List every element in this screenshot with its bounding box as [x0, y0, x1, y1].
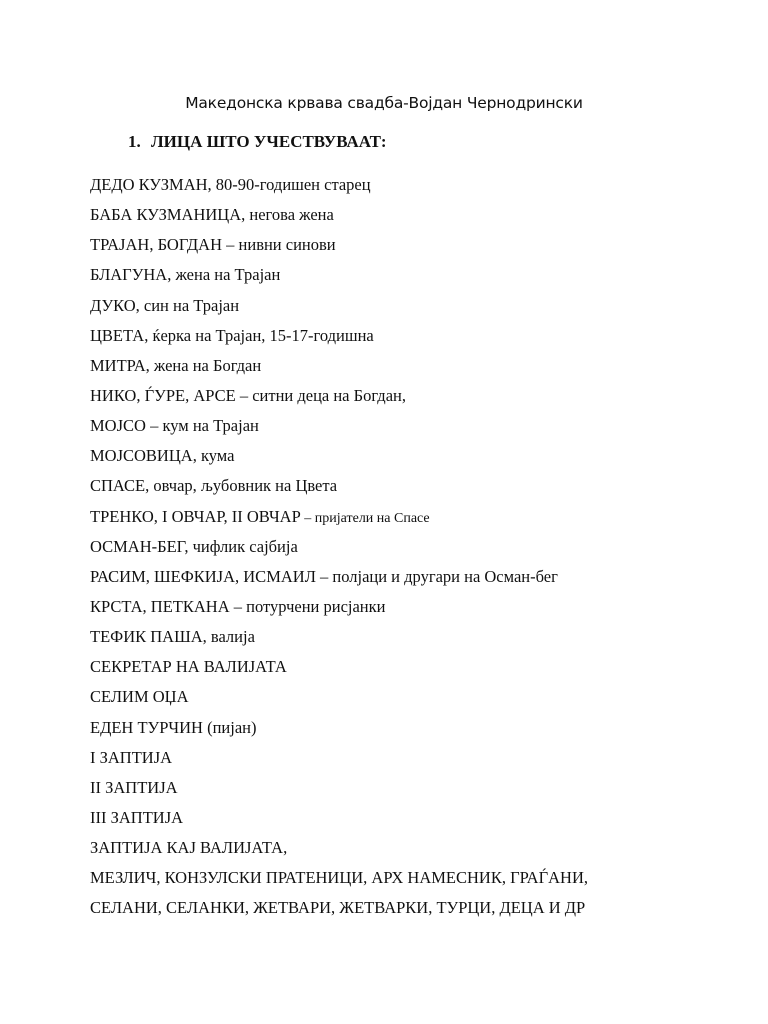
character-item [90, 592, 588, 622]
character-desc: , ќерка на Трајан, 15-17-годишна [144, 325, 374, 345]
character-item [90, 682, 588, 712]
character-desc: – ситни деца на Богдан, [235, 385, 406, 405]
character-name: БАБА КУЗМАНИЦА [90, 205, 242, 225]
section-heading-text: ЛИЦА ШТО УЧЕСТВУВААТ: [151, 132, 387, 151]
character-list [90, 170, 588, 924]
character-item [90, 863, 588, 893]
character-name: ТЕФИК ПАША [90, 627, 203, 647]
character-name: ЦВЕТА [90, 325, 145, 345]
character-item [90, 652, 588, 682]
section-heading [128, 132, 387, 152]
character-item [90, 532, 588, 562]
character-item [90, 803, 588, 833]
character-desc: , чифлик сајбија [184, 536, 298, 556]
character-item [90, 893, 588, 923]
character-name: II ЗАПТИЈА [90, 777, 178, 797]
character-name: ТРЕНКО, I ОВЧАР, II ОВЧАР [90, 506, 301, 526]
character-item [90, 743, 588, 773]
character-name: НИКО, ЃУРЕ, АРСЕ [90, 385, 236, 405]
character-desc: – кум на Трајан [145, 416, 259, 436]
character-item [90, 291, 588, 321]
character-desc: – пријатели на Спасе [300, 510, 430, 526]
character-name: МОЈСО [90, 416, 146, 436]
character-item [90, 411, 588, 441]
character-item [90, 713, 588, 743]
character-name: III ЗАПТИЈА [90, 807, 184, 827]
character-item [90, 351, 588, 381]
character-desc: , валија [202, 627, 255, 647]
character-desc: , жена на Трајан [167, 265, 281, 285]
character-item [90, 562, 588, 592]
character-desc: , жена на Богдан [145, 355, 262, 375]
character-name: БЛАГУНА [90, 265, 168, 285]
section-number: 1. [128, 132, 141, 151]
character-item [90, 170, 588, 200]
character-name: КРСТА, ПЕТКАНА [90, 596, 230, 616]
character-item [90, 833, 588, 863]
character-name: МЕЗЛИЧ, КОНЗУЛСКИ ПРАТЕНИЦИ, АРХ НАМЕСНИК, ГРАЃАНИ, [90, 868, 589, 888]
character-item [90, 321, 588, 351]
character-desc: (пијан) [202, 717, 257, 737]
character-name: МОЈСОВИЦА [90, 446, 193, 466]
character-name: ЕДЕН ТУРЧИН [90, 717, 203, 737]
character-desc: – потурчени рисјанки [229, 596, 386, 616]
character-item [90, 471, 588, 501]
character-item [90, 200, 588, 230]
character-name: РАСИМ, ШЕФКИЈА, ИСМАИЛ [90, 566, 316, 586]
character-desc: – нивни синови [222, 235, 336, 255]
character-desc: , негова жена [241, 205, 334, 225]
character-desc: – полјаци и другари на Осман-бег [315, 566, 558, 586]
character-name: СЕЛИМ ОЏА [90, 687, 189, 707]
character-name: СПАСЕ [90, 476, 146, 496]
character-item [90, 773, 588, 803]
character-desc: , кума [192, 446, 235, 466]
character-name: ЗАПТИЈА КАЈ ВАЛИЈАТА, [90, 838, 288, 858]
character-name: СЕКРЕТАР НА ВАЛИЈАТА [90, 657, 287, 677]
character-name: СЕЛАНИ, СЕЛАНКИ, ЖЕТВАРИ, ЖЕТВАРКИ, ТУРЦИ, ДЕЦА И ДР [90, 898, 586, 918]
character-item [90, 622, 588, 652]
character-item [90, 230, 588, 260]
character-item [90, 260, 588, 290]
character-name: МИТРА [90, 355, 146, 375]
character-name: ТРАЈАН, БОГДАН [90, 235, 223, 255]
character-name: ОСМАН-БЕГ [90, 536, 185, 556]
character-item [90, 441, 588, 471]
character-name: I ЗАПТИЈА [90, 747, 173, 767]
character-name: ДУКО [90, 295, 136, 315]
character-name: ДЕДО КУЗМАН [90, 175, 208, 194]
character-desc: , син на Трајан [135, 295, 240, 315]
document-title: Македонска крвава свадба-Војдан Чернодрински [185, 94, 583, 112]
character-desc: , 80-90-годишен старец [207, 175, 371, 194]
character-item [90, 502, 588, 532]
character-desc: , овчар, љубовник на Цвета [145, 476, 338, 496]
character-item [90, 381, 588, 411]
